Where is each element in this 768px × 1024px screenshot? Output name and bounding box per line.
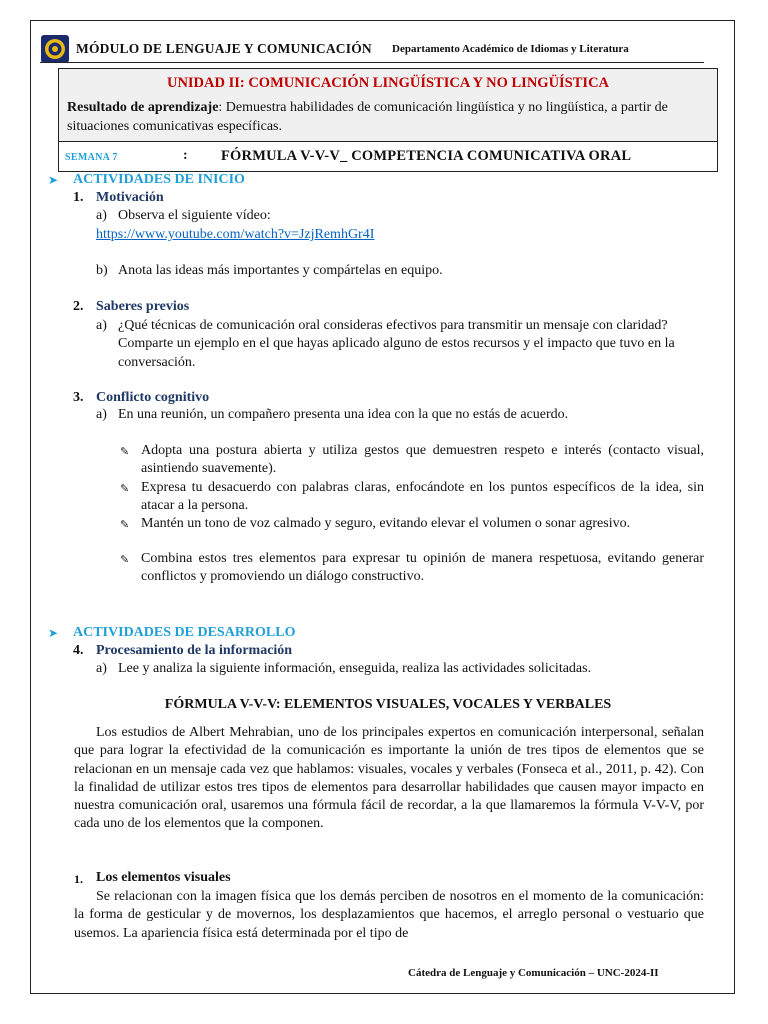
header-divider — [40, 62, 704, 63]
intro-paragraph: Los estudios de Albert Mehrabian, uno de los principales expertos en comunicación interpersonal, señalan que para lograr la efectividad de la comunicación es importante la unión de tres tipos de elementos que se relacionan en un mensaje cada vez que hablamos: visuales, vocales y verbales (Fonseca et al., 2011, p. 42). Con la finalidad de utilizar estos tres tipos de elementos para desarrollar habilidades que causen mayor impacto en nuestra comunicación oral, usaremos una fórmula fácil de recordar, a la que llamaremos la fórmula V-V-V, por cada uno de los elementos que la componen. — [74, 725, 704, 832]
conflicto-title: Conflicto cognitivo — [96, 390, 210, 405]
week-title: FÓRMULA V-V-V_ COMPETENCIA COMUNICATIVA ORAL — [221, 148, 632, 164]
conflicto-number: 3. — [73, 390, 84, 405]
motivacion-title: Motivación — [96, 190, 164, 205]
formula-section-title: FÓRMULA V-V-V: ELEMENTOS VISUALES, VOCALES Y VERBALES — [164, 697, 612, 712]
pen-bullet-icon: ✎ — [120, 483, 130, 495]
motivacion-b-text: Anota las ideas más importantes y compártelas en equipo. — [118, 263, 443, 278]
footer-text: Cátedra de Lenguaje y Comunicación – UNC-2024-II — [408, 967, 659, 979]
conflicto-bullet-4: Combina estos tres elementos para expresar tu opinión de manera respetuosa, evitando generar conflictos y promoviendo un diálogo constructivo. — [141, 551, 704, 585]
motivacion-a-text: Observa el siguiente vídeo: — [118, 208, 271, 223]
saberes-title: Saberes previos — [96, 299, 190, 314]
section-heading-inicio: ACTIVIDADES DE INICIO — [73, 172, 245, 187]
arrow-bullet-icon: ➤ — [48, 626, 59, 640]
pen-bullet-icon: ✎ — [120, 446, 130, 458]
week-colon: : — [183, 148, 188, 163]
procesamiento-a-label: a) — [96, 661, 107, 676]
visuales-text: Se relacionan con la imagen física que los demás perciben de nosotros en el momento de la comunicación: la forma de gesticular y de movernos, los desplazamientos que hacemos, el arreglo personal o vestuario que usemos. La apariencia física está determinada por el tipo de — [74, 889, 704, 941]
saberes-a-label: a) — [96, 318, 107, 333]
motivacion-number: 1. — [73, 190, 84, 205]
motivacion-a-label: a) — [96, 208, 107, 223]
week-box — [58, 141, 718, 172]
video-link[interactable]: https://www.youtube.com/watch?v=JzjRemhGr4I — [96, 227, 375, 242]
procesamiento-a-text: Lee y analiza la siguiente información, enseguida, realiza las actividades solicitadas. — [118, 661, 592, 676]
conflicto-a-text: En una reunión, un compañero presenta una idea con la que no estás de acuerdo. — [118, 407, 569, 422]
unit-box — [58, 68, 718, 142]
pen-bullet-icon: ✎ — [120, 519, 130, 531]
learning-result-text: : Demuestra habilidades de comunicación lingüística y no lingüística, a partir de situaciones comunicativas específicas. — [67, 100, 668, 134]
university-crest-icon — [40, 34, 70, 64]
learning-result — [67, 98, 709, 136]
arrow-bullet-icon: ➤ — [48, 173, 59, 187]
saberes-a-text: ¿Qué técnicas de comunicación oral consideras efectivos para transmitir un mensaje con claridad? Comparte un ejemplo en el que hayas aplicado alguno de estos recursos y el impacto que tuvo en la conversación. — [118, 318, 675, 370]
conflicto-bullet-3: Mantén un tono de voz calmado y seguro, evitando elevar el volumen o sonar agresivo. — [141, 516, 631, 531]
module-title: MÓDULO DE LENGUAJE Y COMUNICACIÓN — [76, 41, 372, 56]
conflicto-bullet-1: Adopta una postura abierta y utiliza gestos que demuestren respeto e interés (contacto visual, asintiendo suavemente). — [141, 443, 704, 477]
department-name: Departamento Académico de Idiomas y Literatura — [392, 43, 629, 55]
procesamiento-number: 4. — [73, 643, 84, 658]
conflicto-bullet-2: Expresa tu desacuerdo con palabras claras, enfocándote en los puntos específicos de la idea, sin atacar a la persona. — [141, 480, 704, 514]
visuales-title: Los elementos visuales — [96, 870, 231, 885]
pen-bullet-icon: ✎ — [120, 554, 130, 566]
unit-title: UNIDAD II: COMUNICACIÓN LINGÜÍSTICA Y NO LINGÜÍSTICA — [166, 75, 610, 91]
procesamiento-title: Procesamiento de la información — [96, 643, 293, 658]
conflicto-a-label: a) — [96, 407, 107, 422]
saberes-number: 2. — [73, 299, 84, 314]
visuales-number: 1. — [74, 872, 83, 886]
motivacion-b-label: b) — [96, 263, 108, 278]
section-heading-desarrollo: ACTIVIDADES DE DESARROLLO — [73, 625, 296, 640]
learning-result-label: Resultado de aprendizaje — [67, 100, 219, 115]
week-label: SEMANA 7 — [65, 152, 118, 163]
